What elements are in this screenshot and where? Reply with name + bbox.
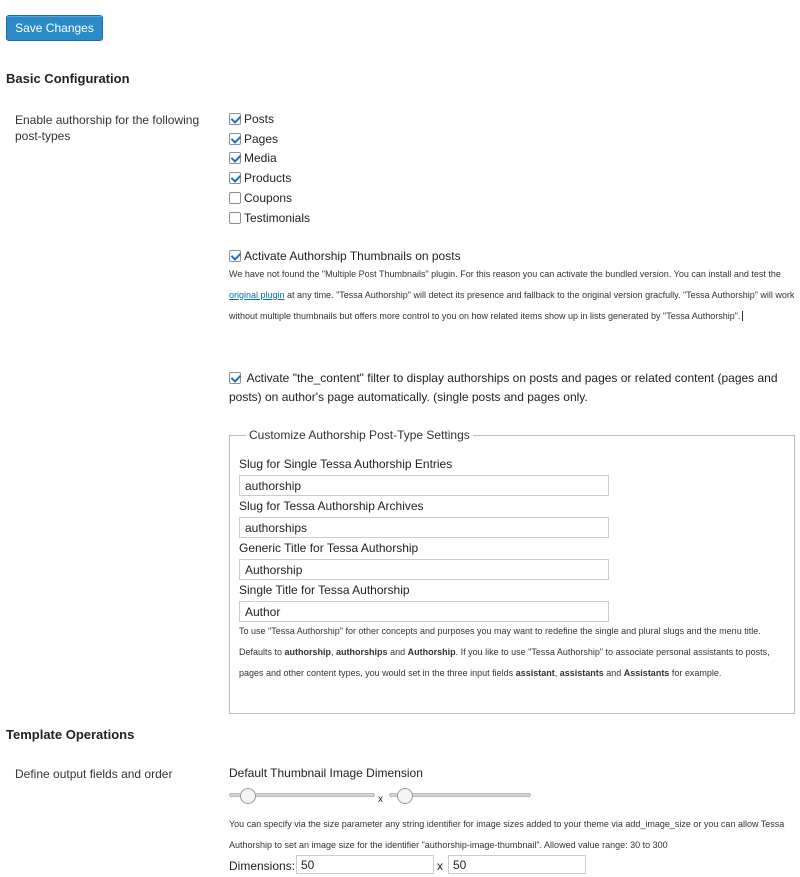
posttype-option-media[interactable] <box>229 150 277 166</box>
single-slug-label: Slug for Single Tessa Authorship Entries <box>239 457 453 471</box>
height-slider-handle[interactable] <box>397 788 413 804</box>
posttype-option-testimonials[interactable] <box>229 210 310 226</box>
dimensions-label: Dimensions: <box>229 859 296 873</box>
content-filter-checkbox[interactable] <box>229 372 241 384</box>
posttype-checkbox[interactable] <box>229 212 241 224</box>
posttype-option-posts[interactable] <box>229 111 274 127</box>
desc-text: , <box>331 647 337 657</box>
posttype-checkbox[interactable] <box>229 172 241 184</box>
desc-text: and <box>603 668 624 678</box>
posttypes-label-line2: post-types <box>15 129 71 143</box>
posttype-checkbox[interactable] <box>229 113 241 125</box>
posttype-checkbox[interactable] <box>229 133 241 145</box>
archive-slug-input[interactable] <box>239 517 609 538</box>
desc-bold: Authorship <box>407 647 456 657</box>
generic-title-input[interactable] <box>239 559 609 580</box>
thumbnails-description <box>229 264 799 327</box>
desc-text: , <box>554 668 560 678</box>
text-cursor <box>742 311 743 321</box>
posttype-label: Media <box>244 151 277 165</box>
dimension-times: x <box>437 859 443 873</box>
posttype-label: Pages <box>244 132 279 146</box>
desc-text: and <box>387 647 408 657</box>
single-slug-input[interactable] <box>239 475 609 496</box>
desc-text: for example. <box>669 668 722 678</box>
archive-slug-label: Slug for Tessa Authorship Archives <box>239 499 424 513</box>
posttype-settings-legend: Customize Authorship Post-Type Settings <box>249 428 470 442</box>
content-filter-label: Activate "the_content" filter to display authorships on posts and pages or related content (pages and posts) on author's page automatically. (single posts and pages only. <box>229 371 778 404</box>
posttype-label: Testimonials <box>244 211 311 225</box>
width-slider-handle[interactable] <box>240 788 256 804</box>
thumbnails-checkbox[interactable] <box>229 250 241 262</box>
posttype-checkbox[interactable] <box>229 152 241 164</box>
desc-bold: assistant <box>515 668 555 678</box>
desc-text: To use "Tessa Authorship" for other concepts and purposes you may want to redefine the single and plural slugs and the menu title. Defaults to <box>239 626 761 657</box>
output-fields-label: Define output fields and order <box>15 767 173 781</box>
save-changes-button[interactable]: Save Changes <box>6 15 103 41</box>
posttype-option-products[interactable] <box>229 170 291 186</box>
thumbnails-label: Activate Authorship Thumbnails on posts <box>244 249 461 263</box>
posttypes-label-line1: Enable authorship for the following <box>15 113 200 127</box>
posttype-option-pages[interactable] <box>229 131 278 147</box>
posttype-label: Coupons <box>244 191 293 205</box>
posttypes-label <box>15 112 205 144</box>
thumbnail-dimension-description: You can specify via the size parameter any string identifier for image sizes added to your theme via add_image_size or you can allow Tessa Authorship to set an image size for the identifier "authorship-image-thumbnail". Allowed value range: 30 to 300 <box>229 819 785 850</box>
single-title-input[interactable] <box>239 601 609 622</box>
thumbnail-dimension-label: Default Thumbnail Image Dimension <box>229 766 423 780</box>
desc-bold: authorships <box>336 647 388 657</box>
height-input[interactable] <box>448 855 586 874</box>
posttype-checkbox[interactable] <box>229 192 241 204</box>
desc-bold: Assistants <box>623 668 670 678</box>
posttype-option-coupons[interactable] <box>229 190 292 206</box>
original-plugin-link[interactable]: original plugin <box>229 290 285 300</box>
slider-separator: x <box>378 794 383 805</box>
thumbnails-desc-text2: at any time. "Tessa Authorship" will detect its presence and fallback to the original version gracfully. "Tessa Authorship" will work without multiple thumbnails but offers more control to you on how related items show up in lists generated by "Tessa Authorship". <box>229 290 795 321</box>
basic-configuration-heading: Basic Configuration <box>6 71 130 86</box>
thumbnails-checkbox-row[interactable] <box>229 248 461 264</box>
desc-bold: assistants <box>559 668 604 678</box>
width-input[interactable] <box>296 855 434 874</box>
template-operations-heading: Template Operations <box>6 727 135 742</box>
posttype-settings-description <box>239 621 791 684</box>
posttype-label: Products <box>244 171 292 185</box>
single-title-label: Single Title for Tessa Authorship <box>239 583 410 597</box>
desc-text: . If you like to use "Tessa Authorship" to associate personal assistants to posts, pages and other content types, you would set in the three input fields <box>239 647 770 678</box>
posttype-label: Posts <box>244 112 275 126</box>
content-filter-row[interactable] <box>229 369 799 407</box>
thumbnails-desc-text1: We have not found the "Multiple Post Thumbnails" plugin. For this reason you can activate the bundled version. You can install and test the <box>229 269 781 279</box>
generic-title-label: Generic Title for Tessa Authorship <box>239 541 419 555</box>
desc-bold: authorship <box>284 647 332 657</box>
